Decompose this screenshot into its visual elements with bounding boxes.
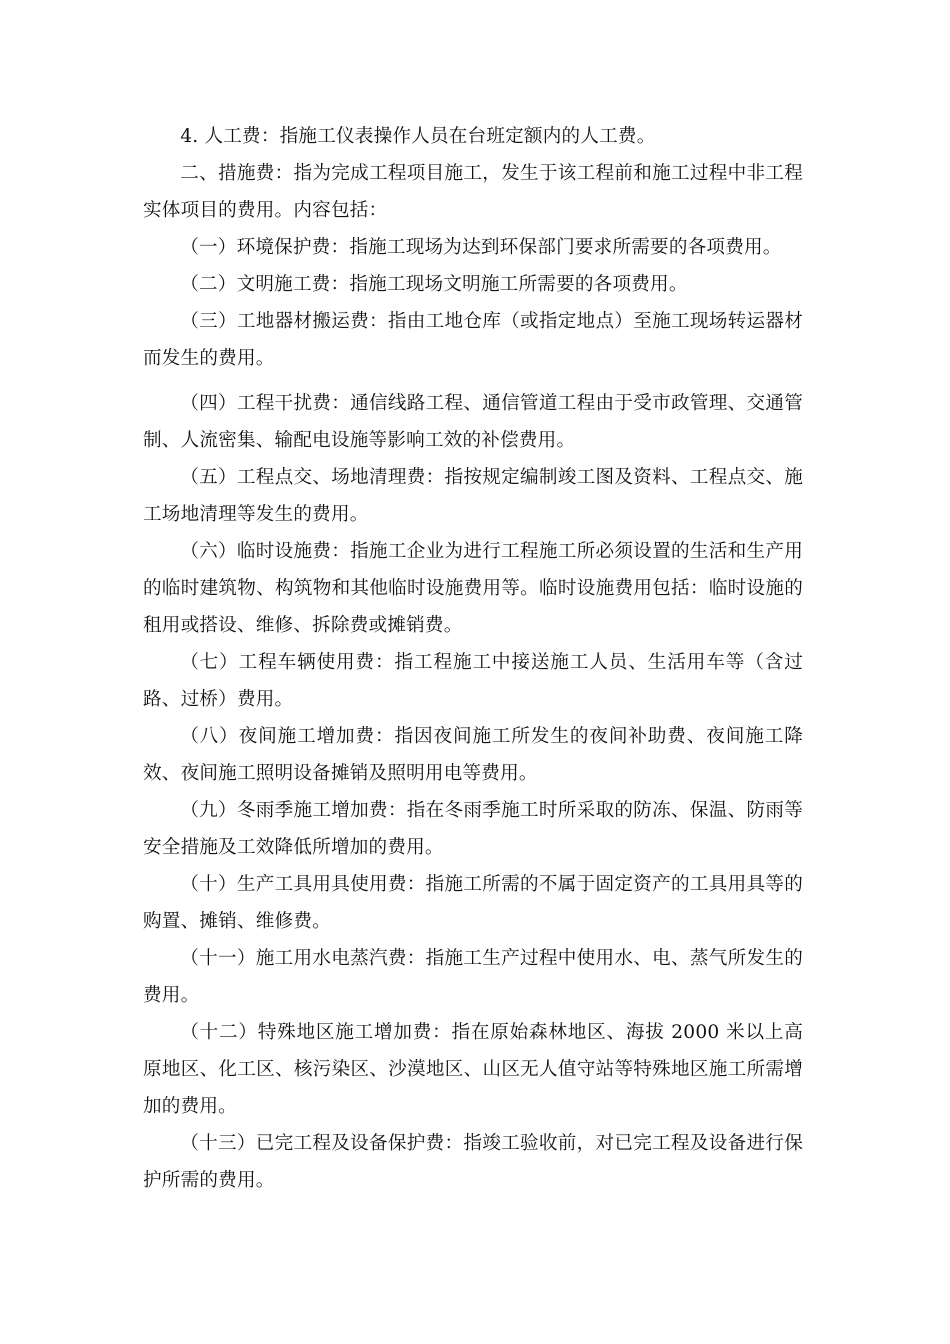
paragraph-special-area-fee: （十二）特殊地区施工增加费：指在原始森林地区、海拔 2000 米以上高原地区、化工区、核污染区、沙漠地区、山区无人值守站等特殊地区施工所需增加的费用。 <box>143 1022 803 1117</box>
paragraph-utilities-fee: （十一）施工用水电蒸汽费：指施工生产过程中使用水、电、蒸气所发生的费用。 <box>143 948 803 1006</box>
paragraph-environment-fee: （一）环境保护费：指施工现场为达到环保部门要求所需要的各项费用。 <box>180 237 782 258</box>
paragraph-protection-fee: （十三）已完工程及设备保护费：指竣工验收前，对已完工程及设备进行保护所需的费用。 <box>143 1133 803 1191</box>
paragraph-winter-rain-fee: （九）冬雨季施工增加费：指在冬雨季施工时所采取的防冻、保温、防雨等安全措施及工效降低所增加的费用。 <box>143 800 803 858</box>
paragraph-measures-fee: 二、措施费：指为完成工程项目施工，发生于该工程前和施工过程中非工程实体项目的费用。内容包括： <box>143 163 803 221</box>
paragraph-vehicle-fee: （七）工程车辆使用费：指工程施工中接送施工人员、生活用车等（含过路、过桥）费用。 <box>143 652 803 710</box>
paragraph-temporary-facilities-fee: （六）临时设施费：指施工企业为进行工程施工所必须设置的生活和生产用的临时建筑物、构筑物和其他临时设施费用等。临时设施费用包括：临时设施的租用或搭设、维修、拆除费或摊销费。 <box>143 541 803 636</box>
paragraph-labor-cost: 4. 人工费：指施工仪表操作人员在台班定额内的人工费。 <box>180 126 656 147</box>
paragraph-handover-cleanup-fee: （五）工程点交、场地清理费：指按规定编制竣工图及资料、工程点交、施工场地清理等发生的费用。 <box>143 467 803 525</box>
paragraph-interference-fee: （四）工程干扰费：通信线路工程、通信管道工程由于受市政管理、交通管制、人流密集、输配电设施等影响工效的补偿费用。 <box>143 393 803 451</box>
paragraph-tools-fee: （十）生产工具用具使用费：指施工所需的不属于固定资产的工具用具等的购置、摊销、维修费。 <box>143 874 803 932</box>
document-body <box>143 118 803 1199</box>
paragraph-night-work-fee: （八）夜间施工增加费：指因夜间施工所发生的夜间补助费、夜间施工降效、夜间施工照明设备摊销及照明用电等费用。 <box>143 726 803 784</box>
paragraph-material-transport-fee: （三）工地器材搬运费：指由工地仓库（或指定地点）至施工现场转运器材而发生的费用。 <box>143 311 803 369</box>
paragraph-civilized-construction-fee: （二）文明施工费：指施工现场文明施工所需要的各项费用。 <box>180 274 688 295</box>
